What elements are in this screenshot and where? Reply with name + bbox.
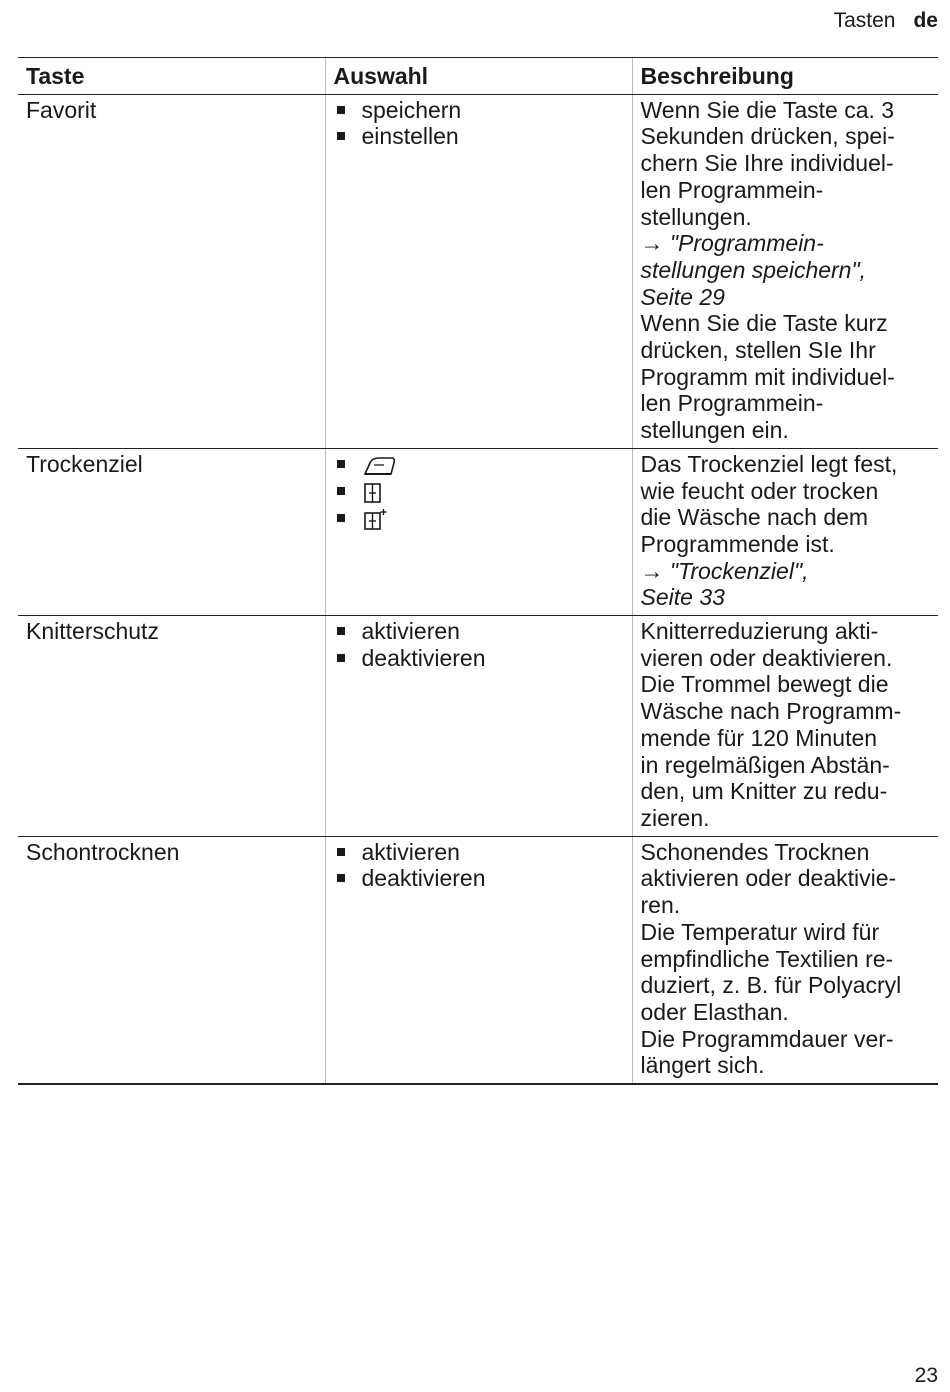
description-line: duziert, z. B. für Polyacryl [640, 972, 902, 999]
description-line: stellungen. [640, 203, 752, 230]
table-row [18, 836, 938, 1084]
option-item [334, 451, 624, 478]
iron-dry-icon [362, 454, 398, 478]
option-item [334, 505, 624, 532]
table-row [18, 94, 938, 448]
cupboard-dry-plus-icon [362, 508, 388, 532]
description-line: stellungen ein. [640, 417, 789, 444]
cross-reference: stellungen speichern", [640, 256, 867, 283]
cross-reference: → "Programmein- [640, 230, 824, 257]
description-line: Schonendes Trocknen [640, 838, 870, 865]
description-line: len Programmein- [640, 390, 824, 417]
description-line: zieren. [640, 804, 710, 831]
description-line: empfindliche Textilien re- [640, 945, 894, 972]
description-line: oder Elasthan. [640, 998, 789, 1025]
cross-reference: Seite 33 [640, 584, 725, 611]
option-item: einstellen [334, 123, 624, 150]
options-cell [325, 836, 632, 1084]
description-line: die Wäsche nach dem [640, 504, 869, 531]
description-line: mende für 120 Minuten [640, 724, 878, 751]
page-header [834, 8, 938, 34]
table-header-row [18, 58, 938, 95]
description-line: Die Programmdauer ver- [640, 1025, 894, 1052]
options-cell [325, 94, 632, 448]
description-line: Das Trockenziel legt fest, [640, 450, 898, 477]
section-title: Tasten [833, 9, 896, 32]
buttons-table [18, 57, 938, 1085]
options-list [334, 97, 624, 150]
description-cell [632, 836, 938, 1084]
description-line: Wenn Sie die Taste ca. 3 [640, 96, 895, 123]
description-line: Programm mit individuel- [640, 363, 895, 390]
key-cell: Schontrocknen [18, 836, 325, 1084]
option-item: aktivieren [334, 618, 624, 645]
key-cell: Favorit [18, 94, 325, 448]
cross-reference: → "Trockenziel", [640, 557, 809, 584]
options-list [334, 618, 624, 671]
description-line: aktivieren oder deaktivie- [640, 865, 897, 892]
options-list [334, 839, 624, 892]
option-item: aktivieren [334, 839, 624, 866]
option-item: deaktivieren [334, 865, 624, 892]
description-line: Wäsche nach Programm- [640, 698, 902, 725]
description-line: Die Temperatur wird für [640, 918, 880, 945]
description-line: Sekunden drücken, spei- [640, 123, 895, 150]
option-item: deaktivieren [334, 645, 624, 672]
table-row [18, 616, 938, 837]
page-number: 23 [914, 1364, 938, 1387]
description-line: vieren oder deaktivieren. [640, 644, 893, 671]
description-line: chern Sie Ihre individuel- [640, 150, 894, 177]
description-line: den, um Knitter zu redu- [640, 778, 888, 805]
column-header-taste: Taste [18, 58, 325, 95]
options-cell [325, 448, 632, 615]
description-line: Wenn Sie die Taste kurz [640, 310, 888, 337]
description-line: längert sich. [640, 1052, 765, 1079]
description-line: in regelmäßigen Abstän- [640, 751, 890, 778]
description-cell [632, 448, 938, 615]
key-cell: Knitterschutz [18, 616, 325, 837]
column-header-beschreibung: Beschreibung [632, 58, 938, 95]
description-line: wie feucht oder trocken [640, 477, 879, 504]
description-line: Programmende ist. [640, 530, 835, 557]
options-cell [325, 616, 632, 837]
option-item: speichern [334, 97, 624, 124]
table-row [18, 448, 938, 615]
description-line: drücken, stellen SIe Ihr [640, 337, 876, 364]
column-header-auswahl: Auswahl [325, 58, 632, 95]
cross-reference: Seite 29 [640, 283, 725, 310]
description-cell [632, 616, 938, 837]
language-code: de [913, 9, 938, 32]
description-line: Die Trommel bewegt die [640, 671, 889, 698]
description-line: ren. [640, 892, 681, 919]
options-list [334, 451, 624, 532]
cupboard-dry-icon [362, 481, 384, 505]
description-line: Knitterreduzierung akti- [640, 618, 879, 645]
key-cell: Trockenziel [18, 448, 325, 615]
description-cell [632, 94, 938, 448]
option-item [334, 478, 624, 505]
description-line: len Programmein- [640, 176, 824, 203]
